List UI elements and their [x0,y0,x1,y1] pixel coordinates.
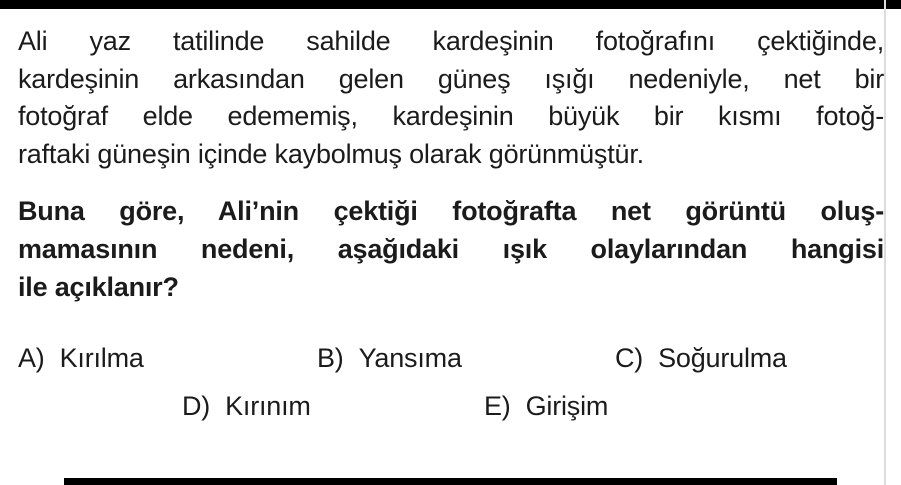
answer-option-e-text: Girişim [525,391,609,421]
body-line: Ali yaz tatilinde sahilde kardeşinin fotoğrafını çektiğinde, [18,26,884,56]
answer-option-c-text: Soğurulma [658,343,787,373]
answer-option-d-label: D) [182,391,211,421]
answer-option-c-label: C) [615,343,644,373]
answer-option-d-text: Kırınım [225,391,311,421]
answer-option-b-label: B) [317,343,344,373]
stem-line: mamasının nedeni, aşağıdaki ışık olaylarından hangisi [18,234,884,264]
answer-option-a[interactable] [18,340,144,377]
body-line: kardeşinin arkasından gelen güneş ışığı nedeniyle, net bir [18,63,884,94]
answer-option-b-text: Yansıma [358,343,462,373]
answer-option-e[interactable] [484,388,608,425]
scan-artifact-top-bar [0,0,901,9]
answer-option-a-label: A) [18,343,45,373]
stem-line: Buna göre, Ali’nin çektiği fotoğrafta net görüntü oluş- [18,196,884,226]
question-stem-paragraph [18,192,884,306]
question-body-paragraph [18,23,884,173]
answer-option-e-label: E) [484,391,511,421]
question-content [18,23,884,306]
body-line: raftaki güneşin içinde kaybolmuş olarak görünmüştür. [18,138,644,169]
scan-artifact-bottom-bar [64,478,837,485]
body-line: fotoğraf elde edememiş, kardeşinin büyük bir kısmı fotoğ- [18,101,884,131]
answer-option-a-text: Kırılma [59,343,144,373]
stem-line: ile açıklanır? [18,272,179,302]
page-column-rule [884,0,886,485]
answer-option-b[interactable] [317,340,462,377]
answer-option-d[interactable] [182,388,311,425]
answer-option-c[interactable] [615,340,787,377]
